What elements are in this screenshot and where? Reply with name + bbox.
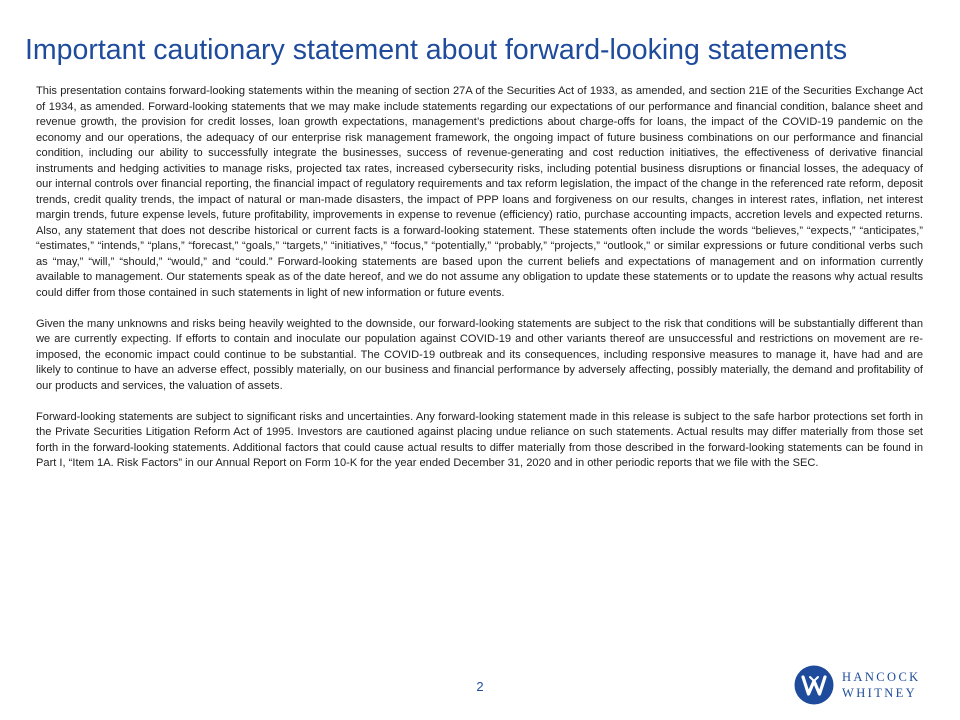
company-logo [794,665,934,705]
paragraph-covid-risks: Given the many unknowns and risks being heavily weighted to the downside, our forward-looking statements are subject to the risk that conditions will be substantially different than we are currently expecting. If efforts to contain and inoculate our population against COVID-19 and other variants thereof are unsuccessful and restrictions on movement are re-imposed, the economic impact could continue to be substantial. The COVID-19 outbreak and its consequences, including responsive measures to manage it, have had and are likely to continue to have an adverse effect, possibly materially, on our business and financial performance by adversely affecting, possibly materially, the demand and profitability of our products and services, the valuation of assets. [36,317,923,392]
paragraph-forward-looking: This presentation contains forward-looking statements within the meaning of section 27A of the Securities Act of 1933, as amended, and section 21E of the Securities Exchange Act of 1934, as amended. Forward-looking statements that we may make include statements regarding our expectations of our performance and financial condition, balance sheet and revenue growth, the provision for credit losses, loan growth expectations, management’s predictions about charge-offs for loans, the impact of the COVID-19 pandemic on the economy and our operations, the adequacy of our enterprise risk management framework, the ongoing impact of future business combinations on our performance and financial condition, including our ability to successfully integrate the businesses, success of revenue-generating and cost reduction initiatives, the effectiveness of derivative financial instruments and hedging activities to manage risks, projected tax rates, increased cybersecurity risks, including potential business disruptions or financial losses, the adequacy of our internal controls over financial reporting, the financial impact of regulatory requirements and tax reform legislation, the impact of the change in the referenced rate reform, deposit trends, credit quality trends, the impact of natural or man-made disasters, the impact of PPP loans and forgiveness on our results, changes in interest rates, inflation, net interest margin trends, future expense levels, future profitability, improvements in expense to revenue (efficiency) ratio, purchase accounting impacts, accretion levels and expected returns. Also, any statement that does not describe historical or current facts is a forward-looking statement. These statements often include the words “believes,” “expects,” “anticipates,” “estimates,” “intends,” “plans,” “forecast,” “goals,” “targets,” “initiatives,” “focus,” “potentially,” “probably,” “projects,” “outlook," or similar expressions or future conditional verbs such as “may,” “will,” “should,” “would,” and “could.” Forward-looking statements are based upon the current beliefs and expectations of management and on information currently available to management. Our statements speak as of the date hereof, and we do not assume any obligation to update these statements or to update the reasons why actual results could differ from those contained in such statements in light of new information or future events. [36,85,923,299]
slide-title: Important cautionary statement about forward-looking statements [25,34,848,66]
disclaimer-body [36,84,923,487]
paragraph-safe-harbor: Forward-looking statements are subject to significant risks and uncertainties. Any forward-looking statement made in this release is subject to the safe harbor protections set forth in the Private Securities Litigation Reform Act of 1995. Investors are cautioned against placing undue reliance on such statements. Actual results may differ materially from those set forth in the forward-looking statements. Additional factors that could cause actual results to differ materially from those described in the forward-looking statements can be found in Part I, “Item 1A. Risk Factors” in our Annual Report on Form 10-K for the year ended December 31, 2020 and in other periodic reports that we file with the SEC. [36,410,923,469]
hancock-whitney-logo-icon [794,665,834,705]
logo-wordmark-line1: HANCOCK [842,670,921,684]
page-number: 2 [476,679,484,694]
logo-wordmark-line2: WHITNEY [842,686,918,700]
